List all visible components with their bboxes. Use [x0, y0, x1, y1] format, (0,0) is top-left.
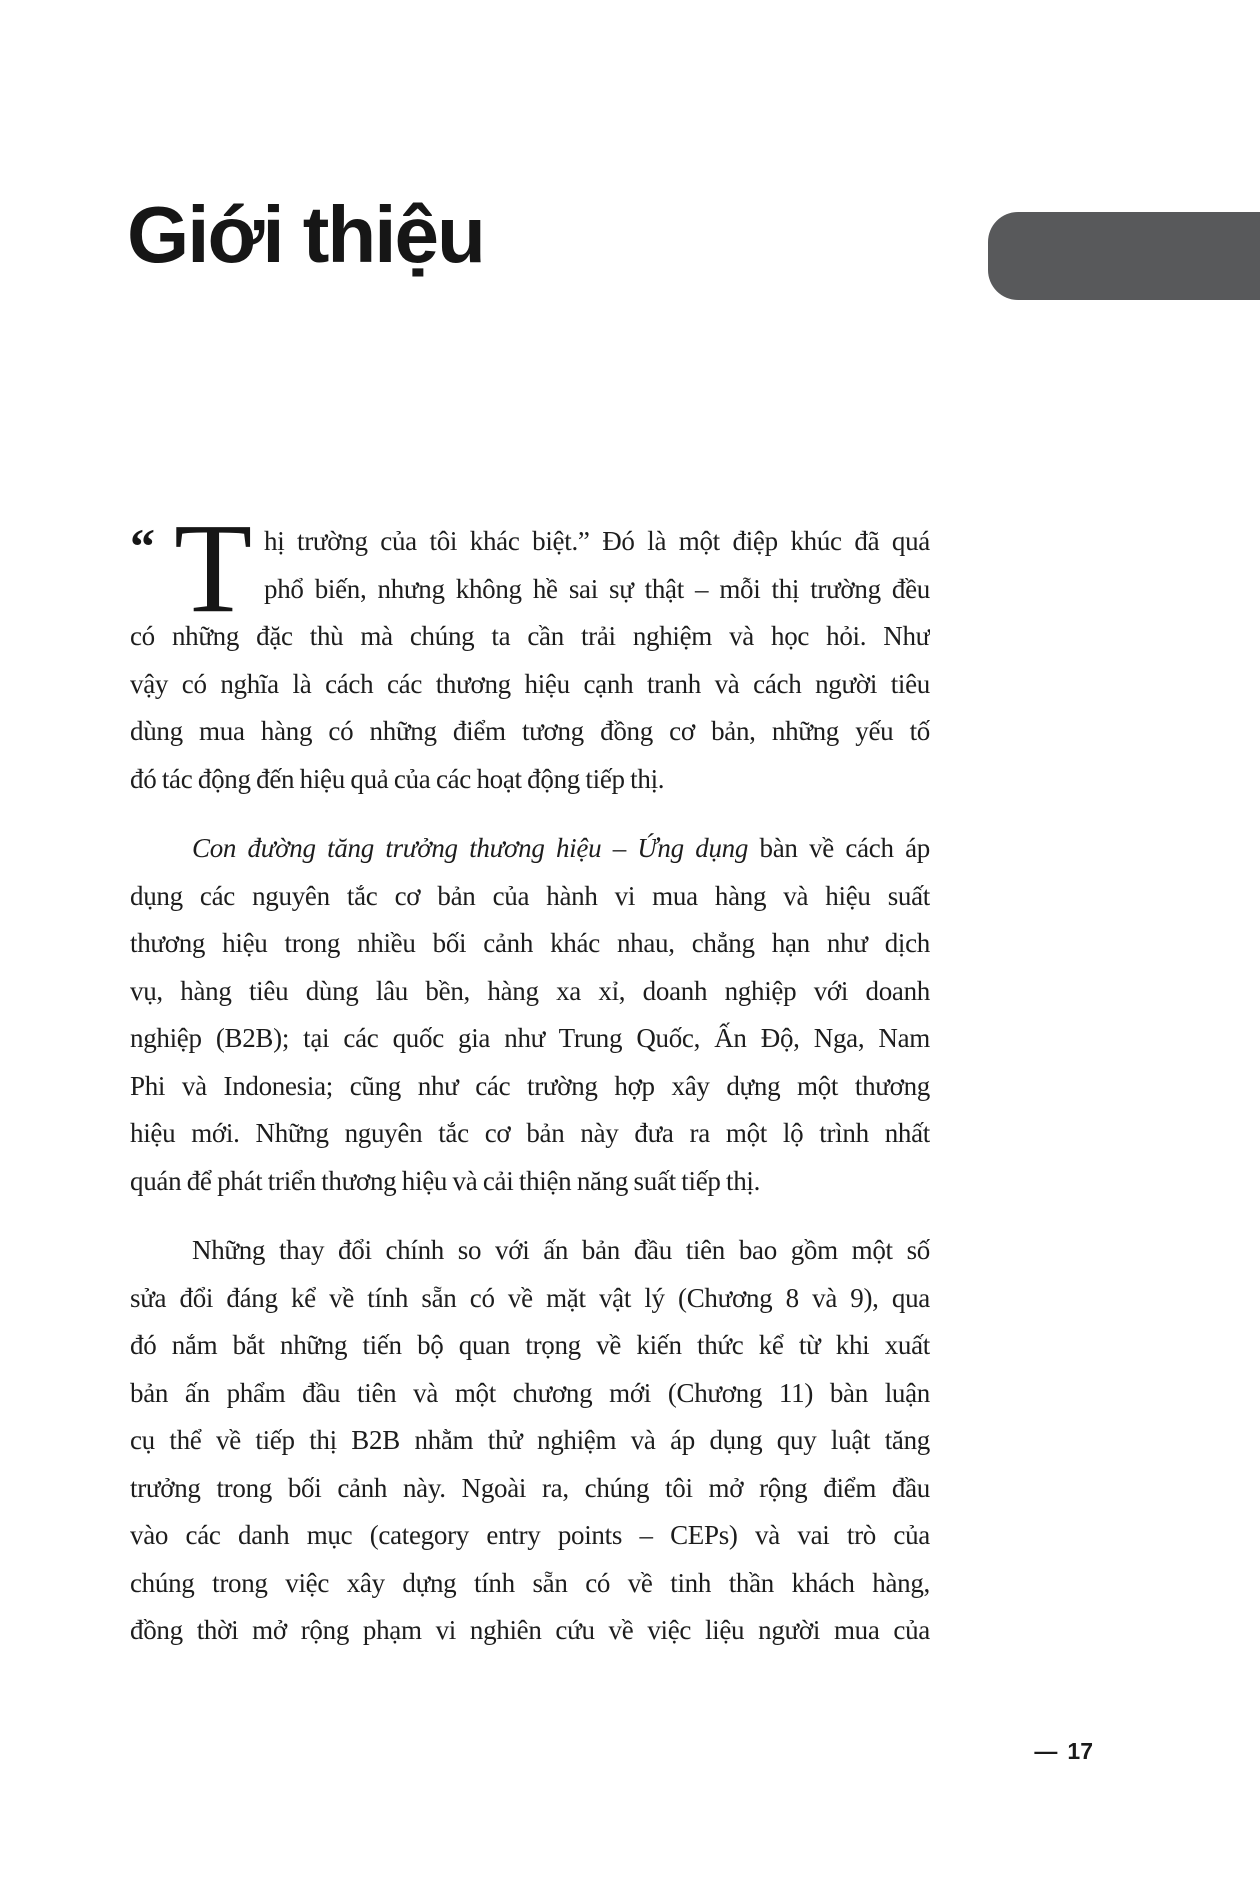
text-line	[130, 708, 930, 756]
text-run: đó nắm bắt những tiến bộ quan trọng về kiến thức kể từ khi xuất	[130, 1330, 930, 1360]
text-run: dụng các nguyên tắc cơ bản của hành vi mua hàng và hiệu suất	[130, 880, 930, 911]
text-run: bản ấn phẩm đầu tiên và một chương mới (Chương 11) bàn luận	[130, 1377, 930, 1408]
page-number-dash: —	[1034, 1738, 1058, 1764]
text-run: đó tác động đến hiệu quả của các hoạt động tiếp thị.	[130, 763, 665, 794]
drop-cap	[130, 497, 264, 639]
text-run: hiệu mới. Những nguyên tắc cơ bản này đưa ra một lộ trình nhất	[130, 1118, 930, 1148]
text-run: bàn về cách áp	[748, 833, 930, 863]
text-line	[130, 756, 930, 804]
text-run: vào các danh mục (category entry points – CEPs) và vai trò của	[130, 1520, 930, 1550]
text-line	[130, 1560, 930, 1608]
text-line	[130, 661, 930, 709]
text-line	[264, 518, 930, 566]
text-run: cụ thể về tiếp thị B2B nhằm thử nghiệm và áp dụng quy luật tăng	[130, 1425, 930, 1455]
text-run: thương hiệu trong nhiều bối cảnh khác nhau, chẳng hạn như dịch	[130, 928, 930, 958]
text-line	[130, 873, 930, 921]
text-line	[130, 1370, 930, 1418]
text-run: quán để phát triển thương hiệu và cải thiện năng suất tiếp thị.	[130, 1165, 761, 1196]
text-run: Con đường tăng trưởng thương hiệu – Ứng dụng	[192, 833, 749, 863]
text-line	[130, 920, 930, 968]
drop-cap-letter: T	[174, 497, 252, 639]
text-run: hị trường của tôi khác biệt.” Đó là một điệp khúc đã quá	[264, 526, 930, 556]
body-text	[130, 497, 930, 1655]
text-run: có những đặc thù mà chúng ta cần trải nghiệm và học hỏi. Như	[130, 621, 930, 651]
text-line	[130, 1275, 930, 1323]
text-line	[130, 1512, 930, 1560]
paragraph	[130, 825, 930, 1205]
opening-quote-mark: “	[130, 518, 155, 574]
chapter-tab-marker	[988, 212, 1260, 300]
text-run: Những thay đổi chính so với ấn bản đầu tiên bao gồm một số	[192, 1235, 930, 1265]
page-number	[1034, 1738, 1093, 1765]
text-line	[130, 1417, 930, 1465]
text-run: trưởng trong bối cảnh này. Ngoài ra, chúng tôi mở rộng điểm đầu	[130, 1472, 930, 1503]
text-line	[130, 968, 930, 1016]
text-run: đồng thời mở rộng phạm vi nghiên cứu về việc liệu người mua của	[130, 1615, 930, 1645]
text-line	[130, 1063, 930, 1111]
paragraph	[130, 1227, 930, 1655]
text-line	[130, 1227, 930, 1275]
text-line	[264, 566, 930, 614]
text-line	[130, 1015, 930, 1063]
page-number-value: 17	[1067, 1738, 1093, 1764]
text-line	[130, 1465, 930, 1513]
text-run: dùng mua hàng có những điểm tương đồng cơ bản, những yếu tố	[130, 716, 930, 746]
paragraph	[130, 497, 930, 803]
text-line	[130, 1607, 930, 1655]
text-run: chúng trong việc xây dựng tính sẵn có về tinh thần khách hàng,	[130, 1567, 930, 1598]
text-run: vậy có nghĩa là cách các thương hiệu cạnh tranh và cách người tiêu	[130, 668, 930, 699]
text-run: phổ biến, nhưng không hề sai sự thật – mỗi thị trường đều	[264, 573, 930, 604]
text-line	[130, 1110, 930, 1158]
text-line	[130, 1322, 930, 1370]
text-run: Phi và Indonesia; cũng như các trường hợp xây dựng một thương	[130, 1070, 930, 1101]
text-line	[130, 825, 930, 873]
text-line	[130, 1158, 930, 1206]
text-run: sửa đổi đáng kể về tính sẵn có về mặt vật lý (Chương 8 và 9), qua	[130, 1282, 930, 1313]
text-run: vụ, hàng tiêu dùng lâu bền, hàng xa xỉ, doanh nghiệp với doanh	[130, 975, 930, 1006]
chapter-title: Giới thiệu	[127, 190, 484, 279]
text-run: nghiệp (B2B); tại các quốc gia như Trung Quốc, Ấn Độ, Nga, Nam	[130, 1023, 930, 1053]
